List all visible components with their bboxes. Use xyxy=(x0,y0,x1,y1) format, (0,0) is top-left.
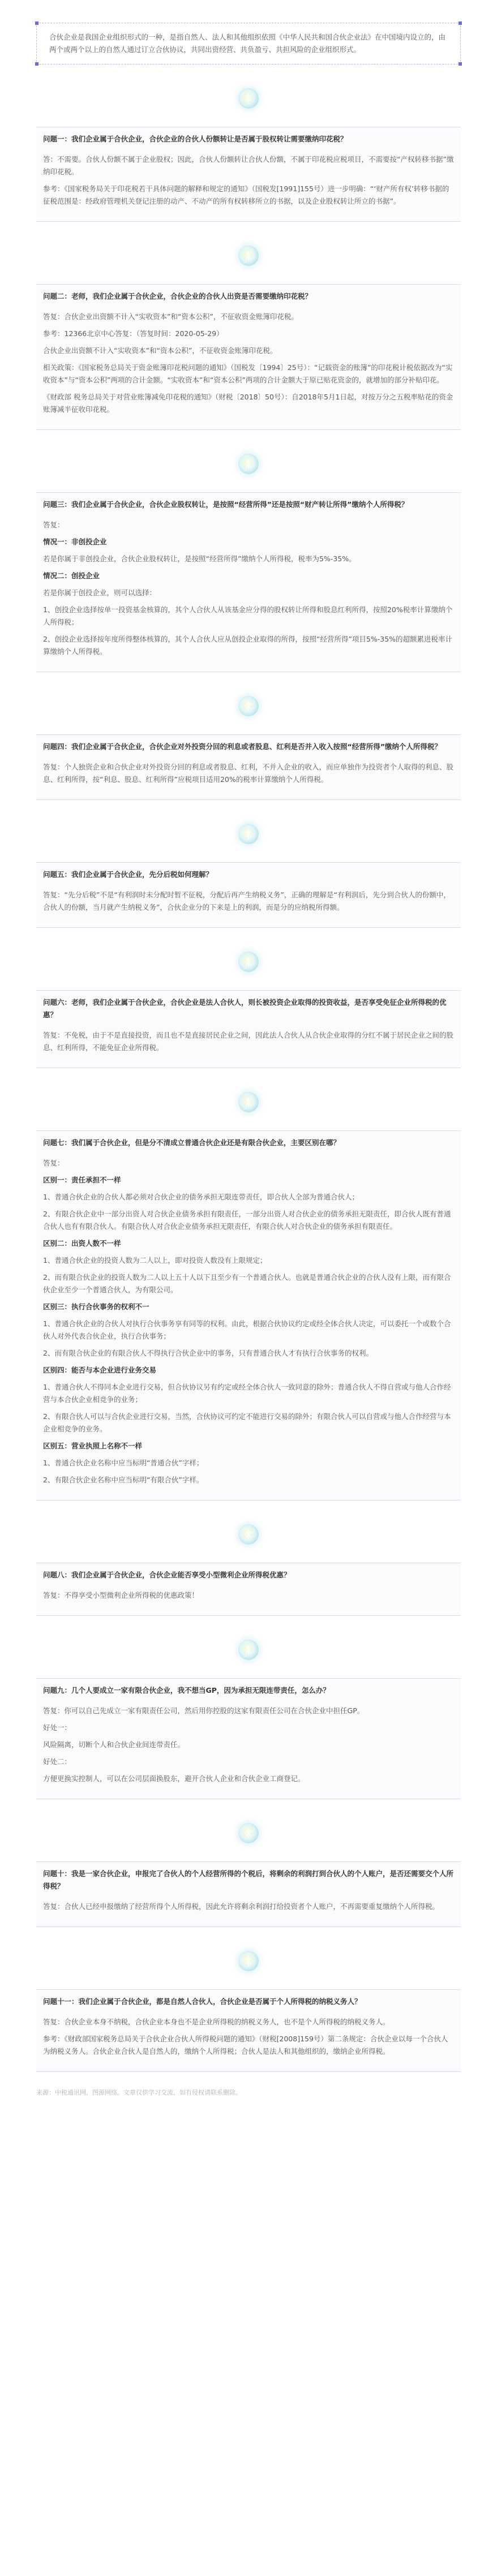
question-title: 问题一：我们企业属于合伙企业，合伙企业的合伙人份额转让是否属于股权转让需要缴纳印花税？ xyxy=(43,135,348,143)
qa-card xyxy=(36,1861,461,1927)
qa-card xyxy=(36,734,461,800)
qa-card xyxy=(36,1563,461,1616)
qa-card xyxy=(36,1678,461,1799)
separator-orb-icon xyxy=(237,244,260,267)
snowflake-orb-icon xyxy=(245,251,252,261)
answer-paragraph: 答复：合伙企业出资额不计入“实收资本”和“资本公积”，不征收资金账簿印花税。 xyxy=(43,312,298,321)
answer-paragraph: 答复：合伙人已经申报缴纳了经营所得个人所得税，因此允许将剩余利润打给投资者个人账户，不再需要重复缴纳个人所得税。 xyxy=(43,1902,440,1911)
corner-mark xyxy=(459,21,462,25)
answer-paragraph: 答复：“先分后税”不是“有利润时未分配时暂不征税，分配后再产生纳税义务”，正确的理解是“有利润后，先分到合伙人的份额中，合伙人的份额，当月就产生纳税义务”，合伙企业分的下来是上的利润，而是分的应纳税所得额。 xyxy=(43,891,451,911)
qa-card xyxy=(36,1989,461,2072)
snowflake-orb-icon xyxy=(245,957,252,967)
qa-card xyxy=(36,284,461,430)
answer-paragraph: 答复： xyxy=(43,521,65,529)
qa-card xyxy=(36,990,461,1068)
separator-orb-icon xyxy=(237,87,260,110)
separator-orb-icon xyxy=(237,823,260,845)
answer-paragraph: 2、有限合伙企业中一部分出资人对合伙企业债务承担有限责任，一部分出资人对合伙企业的债务承担无限责任，即合伙人既有普通合伙人也有有限合伙人。有限合伙人对合伙企业债务承担无限责任，有限合伙人对合伙企业的债务承担有限责任。 xyxy=(43,1210,451,1231)
intro-box xyxy=(36,23,461,64)
qa-card xyxy=(36,127,461,222)
question-title: 问题十：我是一家合伙企业，申报完了合伙人的个人经营所得的个税后，将剩余的利润打到合伙人的个人账户，是否还需要交个人所得税？ xyxy=(43,1869,454,1890)
answer-paragraph: 答：不需要。合伙人份额不属于企业股权；因此，合伙人份额转让合伙人份额，不属于印花税应税项目，不需要按“产权转移书据”缴纳印花税。 xyxy=(43,155,454,176)
snowflake-orb-icon xyxy=(245,701,252,711)
corner-mark xyxy=(35,62,38,66)
question-title: 问题五：我们企业属于合伙企业，先分后税如何理解？ xyxy=(43,870,213,879)
qa-card xyxy=(36,492,461,672)
answer-paragraph: 若是你属于非创投企业，合伙企业股权转让，是按照“经营所得”缴纳个人所得税，税率为5%-35%。 xyxy=(43,554,356,563)
answer-paragraph: 答复：个人独资企业和合伙企业对外投资分回的利息或者股息、红利，不并入企业的收入，而应单独作为投资者个人取得的利息、股息、红利所得，按“利息、股息、红利所得”应税项目适用20%的税率计算缴纳个人所得税。 xyxy=(43,763,454,784)
snowflake-orb-icon xyxy=(245,1956,252,1966)
sub-heading: 情况一：非创投企业 xyxy=(43,537,107,546)
answer-paragraph: 答复： xyxy=(43,1159,65,1167)
answer-paragraph: 合伙企业出资额不计入“实收资本”和“资本公积”，不征收资金账簿印花税。 xyxy=(43,346,277,355)
sub-heading: 区别三：执行合伙事务的权利不一 xyxy=(43,1302,149,1311)
answer-paragraph: 答复：不免税，由于不是直接投资，而且也不是直接居民企业之间，因此法人合伙人从合伙企业取得的分红不属于居民企业之间的股息、红利所得，不能免征企业所得税。 xyxy=(43,1031,454,1052)
answer-paragraph: 1、普通合伙企业名称中应当标明“普通合伙”字样； xyxy=(43,1459,204,1467)
snowflake-orb-icon xyxy=(245,829,252,839)
answer-paragraph: 好处二： xyxy=(43,1757,72,1766)
answer-paragraph: 参考：《财政部国家税务总局关于合伙企业合伙人所得税问题的通知》（财税[2008]159号）第二条规定：合伙企业以每一个合伙人为纳税义务人。合伙企业合伙人是自然人的，缴纳个人所得税；合伙人是法人和其他组织的，缴纳企业所得税。 xyxy=(43,2035,448,2055)
answer-paragraph: 1、普通合伙企业的合伙人都必须对合伙企业的债务承担无限连带责任，即合伙人全部为普通合伙人； xyxy=(43,1193,359,1201)
question-title: 问题六：老师，我们企业属于合伙企业，合伙企业是法人合伙人，则长被投资企业取得的投资收益，是否享受免征企业所得税的优惠？ xyxy=(43,998,447,1019)
question-title: 问题三：我们企业属于合伙企业，合伙企业股权转让，是按照“经营所得”还是按照“财产转让所得”缴纳个人所得税？ xyxy=(43,500,409,509)
answer-paragraph: 2、而有限合伙企业的投资人数为二人以上五十人以下且至少有一个普通合伙人。也就是普通合伙企业的合伙人没有上限，而有限合伙企业至少一个普通合伙人，为有限公司。 xyxy=(43,1273,451,1294)
answer-paragraph: 2、有限合伙人可以与合伙企业进行交易，当然，合伙协议可约定不能进行交易的除外；有限合伙人可以自营或与他人合作经营与本企业相竞争的业务。 xyxy=(43,1412,451,1433)
sub-heading: 区别五：营业执照上名称不一样 xyxy=(43,1442,143,1450)
separator-orb-icon xyxy=(237,1091,260,1113)
answer-paragraph: 答复：不得享受小型微利企业所得税的优惠政策！ xyxy=(43,1591,199,1599)
question-title: 问题七：我们属于合伙企业，但是分不清成立普通合伙企业还是有限合伙企业，主要区别在哪？ xyxy=(43,1138,341,1147)
sub-heading: 区别一：责任承担不一样 xyxy=(43,1176,121,1184)
separator-orb-icon xyxy=(237,453,260,475)
qa-card xyxy=(36,862,461,928)
answer-paragraph: 《财政部 税务总局关于对营业账簿减免印花税的通知》（财税〔2018〕50号）：自2018年5月1日起，对按万分之五税率贴花的资金账簿减半征收印花税。 xyxy=(43,393,453,414)
answer-paragraph: 相关政策：《国家税务总局关于资金账簿印花税问题的通知》（国税发〔1994〕25号）：“记载资金的账簿”的印花税计税依据改为“实收资本”与“资本公积”两项的合计金额。“实收资本”和“资本公积”两项的合计金额大于原已贴花资金的，就增加的部分补贴印花。 xyxy=(43,363,453,384)
answer-paragraph: 风险隔离，切断个人和合伙企业间连带责任。 xyxy=(43,1740,185,1749)
snowflake-orb-icon xyxy=(245,1645,252,1655)
question-title: 问题二：老师，我们企业属于合伙企业，合伙企业的合伙人出资是否需要缴纳印花税？ xyxy=(43,292,312,300)
separator-orb-icon xyxy=(237,1523,260,1546)
intro-text: 合伙企业是我国企业组织形式的一种，是指自然人、法人和其他组织依照《中华人民共和国合伙企业法》在中国境内设立的，由两个或两个以上的自然人通过订立合伙协议，共同出资经营、共负盈亏、共担风险的企业组织形式。 xyxy=(49,33,446,54)
snowflake-orb-icon xyxy=(245,1529,252,1539)
answer-paragraph: 2、创投企业选择按年度所得整体核算的，其个人合伙人应从创投企业取得的所得，按照“经营所得”项目5%-35%的超额累进税率计算缴纳个人所得税。 xyxy=(43,635,453,656)
snowflake-orb-icon xyxy=(245,1097,252,1107)
snowflake-orb-icon xyxy=(245,459,252,469)
answer-paragraph: 参考：12366北京中心答复：（答复时间：2020-05-29） xyxy=(43,329,224,338)
qa-sections xyxy=(0,87,497,2072)
question-title: 问题四：我们企业属于合伙企业，合伙企业对外投资分回的利息或者股息、红利是否并入收入按照“经营所得”缴纳个人所得税？ xyxy=(43,742,442,751)
sub-heading: 区别四：能否与本企业进行业务交易 xyxy=(43,1366,157,1374)
answer-paragraph: 1、普通合伙企业的投资人数为二人以上，即对投资人数没有上限规定； xyxy=(43,1256,267,1265)
snowflake-orb-icon xyxy=(245,1828,252,1838)
corner-mark xyxy=(459,62,462,66)
answer-paragraph: 参考：《国家税务局关于印花税若干具体问题的解释和规定的通知》（国税发[1991]155号）进一步明确：“‘财产所有权’转移书据的征税范围是：经政府管理机关登记注册的动产、不动产的所有权转移所立的书据，以及企业股权转让所立的书据”。 xyxy=(43,184,449,205)
question-title: 问题九：几个人要成立一家有限合伙企业，我不想当GP，因为承担无限连带责任，怎么办？ xyxy=(43,1686,330,1695)
answer-paragraph: 1、普通合伙人不得同本企业进行交易，但合伙协议另有约定或经全体合伙人一致同意的除外；普通合伙人不得自营或与他人合作经营与本合伙企业相竞争的业务； xyxy=(43,1383,451,1404)
separator-orb-icon xyxy=(237,1639,260,1661)
answer-paragraph: 方便更换实控制人，可以在公司层面换股东，避开合伙人企业和合伙企业工商登记。 xyxy=(43,1774,305,1783)
answer-paragraph: 1、创投企业选择按单一投资基金核算的，其个人合伙人从该基金应分得的股权转让所得和股息红利所得，按照20%税率计算缴纳个人所得税； xyxy=(43,605,453,626)
answer-paragraph: 2、而有限合伙企业的有限合伙人不得执行合伙企业中的事务，只有普通合伙人才有执行合伙事务的权利。 xyxy=(43,1349,373,1357)
separator-orb-icon xyxy=(237,951,260,973)
footer-note: 来源：中税通讯网，图源网络。文章仅供学习交流，如有侵权请联系删除。 xyxy=(36,2089,242,2096)
separator-orb-icon xyxy=(237,1950,260,1972)
answer-paragraph: 1、普通合伙企业的合伙人对执行合伙事务享有同等的权利。由此，根据合伙协议约定或经全体合伙人决定，可以委托一个或数个合伙人对外代表合伙企业，执行合伙事务； xyxy=(43,1319,451,1340)
answer-paragraph: 好处一： xyxy=(43,1723,72,1732)
sub-heading: 情况二：创投企业 xyxy=(43,571,100,580)
sub-heading: 区别二：出资人数不一样 xyxy=(43,1239,121,1248)
corner-mark xyxy=(35,21,38,25)
answer-paragraph: 若是你属于创投企业，则可以选择： xyxy=(43,588,157,597)
answer-paragraph: 答复：你可以自己先成立一家有限责任公司，然后用你控股的这家有限责任公司在合伙企业中担任GP。 xyxy=(43,1706,365,1715)
question-title: 问题十一：我们企业属于合伙企业，都是自然人合伙人，合伙企业是否属于个人所得税的纳税义务人？ xyxy=(43,1997,362,2006)
answer-paragraph: 2、有限合伙企业名称中应当标明“有限合伙”字样。 xyxy=(43,1476,204,1484)
separator-orb-icon xyxy=(237,1822,260,1844)
qa-card xyxy=(36,1130,461,1500)
separator-orb-icon xyxy=(237,695,260,717)
snowflake-orb-icon xyxy=(245,93,252,104)
answer-paragraph: 答复：合伙企业本身不纳税，合伙企业本身也不是企业所得税的纳税义务人，也不是个人所得税的纳税义务人。 xyxy=(43,2018,390,2026)
question-title: 问题八：我们企业属于合伙企业，合伙企业能否享受小型微利企业所得税优惠？ xyxy=(43,1571,291,1579)
